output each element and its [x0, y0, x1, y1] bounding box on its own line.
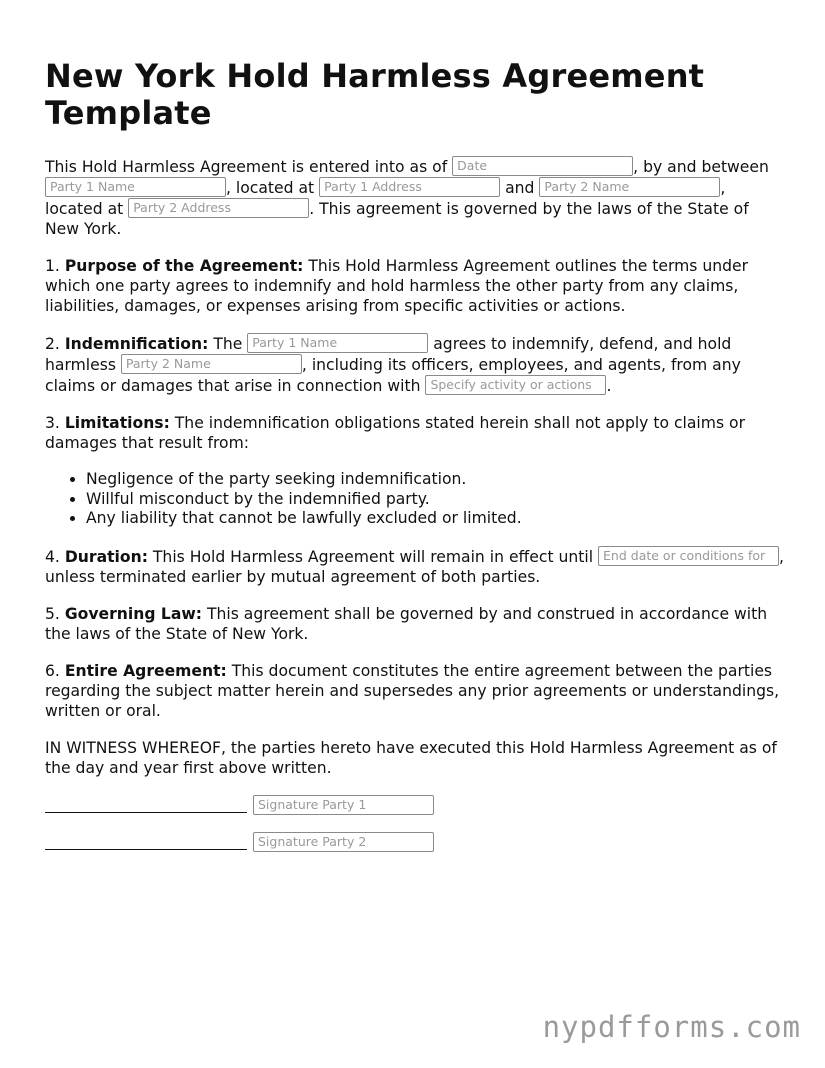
party1-name-field[interactable]: Party 1 Name	[45, 177, 226, 197]
signature-line	[45, 796, 247, 813]
section-heading: Entire Agreement:	[64, 661, 227, 680]
activity-field[interactable]: Specify activity or actions	[425, 375, 606, 395]
list-item: • Willful misconduct by the indemnified party.	[86, 490, 785, 510]
section-entire-agreement: 6. Entire Agreement: This document constitutes the entire agreement between the parties regarding the subject matter herein and supersedes any prior agreements or understandings, written or oral.	[45, 661, 780, 720]
section-governing-law: 5. Governing Law: This agreement shall be governed by and construed in accordance with the laws of the State of New York.	[45, 604, 768, 643]
party1-address-field[interactable]: Party 1 Address	[319, 177, 500, 197]
section-heading: Indemnification:	[64, 335, 209, 353]
date-field[interactable]: Date	[452, 156, 633, 176]
intro-paragraph: This Hold Harmless Agreement is entered into as of Date , by and between Party 1 Name , located at Party 1 Address and Party 2 Name , located at Party 2 Address . This agreement is governed by the laws of the State of New York.	[45, 158, 769, 238]
section-indemnification: 2. Indemnification: The Party 1 Name agrees to indemnify, defend, and hold harmless Party 2 Name , including its officers, employees, and agents, from any claims or damages that arise in connection with Specify activity or actions .	[45, 335, 741, 395]
section-limitations: 3. Limitations: The indemnification obligations stated herein shall not apply to claims or damages that result from:	[45, 414, 745, 452]
signature-party1-field[interactable]: Signature Party 1	[253, 795, 434, 815]
party2-name-field[interactable]: Party 2 Name	[539, 177, 720, 197]
section-heading: Limitations:	[64, 414, 170, 432]
signature-row-party1	[45, 795, 785, 815]
document-page	[45, 58, 785, 869]
signature-row-party2	[45, 832, 785, 852]
list-item: • Negligence of the party seeking indemnification.	[86, 470, 785, 490]
signature-line	[45, 833, 247, 850]
page-title: New York Hold Harmless Agreement Template	[45, 57, 705, 132]
indemnitor-party1-field[interactable]: Party 1 Name	[247, 333, 428, 353]
witness-paragraph: IN WITNESS WHEREOF, the parties hereto have executed this Hold Harmless Agreement as of the day and year first above written.	[45, 738, 777, 777]
list-item: • Any liability that cannot be lawfully excluded or limited.	[86, 509, 785, 529]
indemnitee-party2-field[interactable]: Party 2 Name	[121, 354, 302, 374]
section-heading: Duration:	[64, 547, 148, 566]
end-date-field[interactable]: End date or conditions for	[598, 546, 779, 566]
section-purpose: 1. Purpose of the Agreement: This Hold Harmless Agreement outlines the terms under which one party agrees to indemnify and hold harmless the other party from any claims, liabilities, damages, or expenses arising from specific activities or actions.	[45, 257, 749, 315]
watermark: nypdfforms.com	[542, 1010, 801, 1044]
signature-party2-field[interactable]: Signature Party 2	[253, 832, 434, 852]
limitations-list	[45, 470, 785, 529]
section-heading: Governing Law:	[64, 604, 203, 623]
party2-address-field[interactable]: Party 2 Address	[128, 198, 309, 218]
section-heading: Purpose of the Agreement:	[64, 257, 304, 275]
section-duration: 4. Duration: This Hold Harmless Agreement will remain in effect until End date or conditions for , unless terminated earlier by mutual agreement of both parties.	[45, 547, 784, 586]
